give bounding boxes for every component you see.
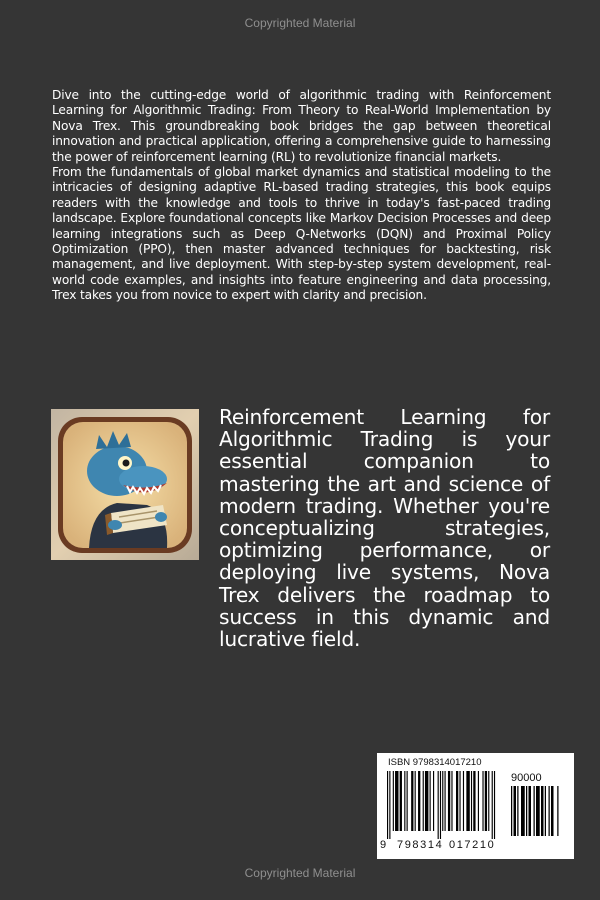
barcode-bar xyxy=(534,786,535,836)
copyright-watermark-bottom: Copyrighted Material xyxy=(244,866,356,880)
barcode-bar xyxy=(511,786,512,836)
barcode-bar xyxy=(407,771,408,831)
copyright-watermark-top: Copyrighted Material xyxy=(244,16,356,30)
main-barcode-bars xyxy=(387,771,497,839)
barcode-bar xyxy=(425,771,428,831)
barcode-bar xyxy=(514,786,517,836)
barcode-bar xyxy=(418,771,420,831)
barcode-bar xyxy=(411,771,413,831)
barcode-bar xyxy=(521,786,525,836)
blue-dragon-reading-book-icon xyxy=(51,409,199,560)
barcode-bar xyxy=(545,786,546,836)
barcode-bar xyxy=(551,786,554,836)
mascot-image xyxy=(51,409,199,560)
barcode-bar xyxy=(393,771,394,831)
barcode-bar xyxy=(541,786,544,836)
book-description xyxy=(52,88,551,304)
barcode-bar xyxy=(448,771,450,831)
barcode-bar xyxy=(517,786,518,836)
barcode-bar xyxy=(492,771,493,839)
book-blurb: Reinforcement Learning for Algorithmic Trading is your essential companion to mastering the art and science of modern trading. Whether you're conceptualizing strategies, optimizing performance, or deploying live systems, Nova Trex delivers the roadmap to success in this dynamic and lucrative field. xyxy=(219,405,550,652)
barcode-bar xyxy=(451,771,452,831)
barcode-bar xyxy=(529,786,532,836)
barcode-bar xyxy=(442,771,443,831)
barcode-bar xyxy=(557,786,558,836)
barcode-bar xyxy=(440,771,441,839)
barcode-bar xyxy=(389,771,390,839)
barcode-bar xyxy=(423,771,424,831)
barcode-bar xyxy=(438,771,439,839)
barcode-bar xyxy=(549,786,550,836)
barcode-bar xyxy=(459,771,460,831)
barcode-bar xyxy=(482,771,483,831)
barcode-bar xyxy=(471,771,472,831)
barcode-bar xyxy=(466,771,469,831)
barcode-bar xyxy=(445,771,446,831)
isbn-barcode xyxy=(377,753,574,859)
barcode-bar xyxy=(415,771,416,831)
isbn-label: ISBN 9798314017210 xyxy=(388,757,482,768)
barcode-bar xyxy=(463,771,464,831)
barcode-bar xyxy=(400,771,402,831)
description-paragraph-2: From the fundamentals of global market dynamics and statistical modeling to the intricacies of designing adaptive RL-based trading strategies, this book equips readers with the knowledge and tools to thrive in today's fast-paced trading landscape. Explore foundational concepts like Markov Decision Processes and deep learning integrations such as Deep Q-Networks (DQN) and Proximal Policy Optimization (PPO), then master advanced techniques for backtesting, risk management, and live deployment. With step-by-step system development, real-world code examples, and insights into feature engineering and data processing, Trex takes you from novice to expert with clarity and precision. xyxy=(52,165,551,303)
barcode-bar xyxy=(404,771,405,831)
barcode-bar xyxy=(488,771,489,831)
price-code: 90000 xyxy=(511,772,542,784)
barcode-digits-left: 798314 xyxy=(397,839,444,851)
barcode-bar xyxy=(456,771,458,831)
barcode-bar xyxy=(494,771,495,839)
barcode-bar xyxy=(433,771,434,831)
description-paragraph-1: Dive into the cutting-edge world of algorithmic trading with Reinforcement Learning for Algorithmic Trading: From Theory to Real-World Implementation by Nova Trex. This groundbreaking book bridges the gap between theoretical innovation and practical application, offering a comprehensive guide to harnessing the power of reinforcement learning (RL) to revolutionize financial markets. xyxy=(52,88,551,164)
barcode-bar xyxy=(473,771,475,831)
barcode-bar xyxy=(536,786,540,836)
addon-barcode-bars xyxy=(511,786,563,844)
barcode-bar xyxy=(485,771,487,831)
barcode-bar xyxy=(395,771,398,831)
barcode-digit-lead: 9 xyxy=(380,839,387,851)
barcode-bar xyxy=(430,771,431,831)
barcode-bar xyxy=(478,771,479,831)
barcode-bar xyxy=(526,786,527,836)
barcode-bar xyxy=(387,771,388,839)
barcode-digits-right: 017210 xyxy=(449,839,496,851)
